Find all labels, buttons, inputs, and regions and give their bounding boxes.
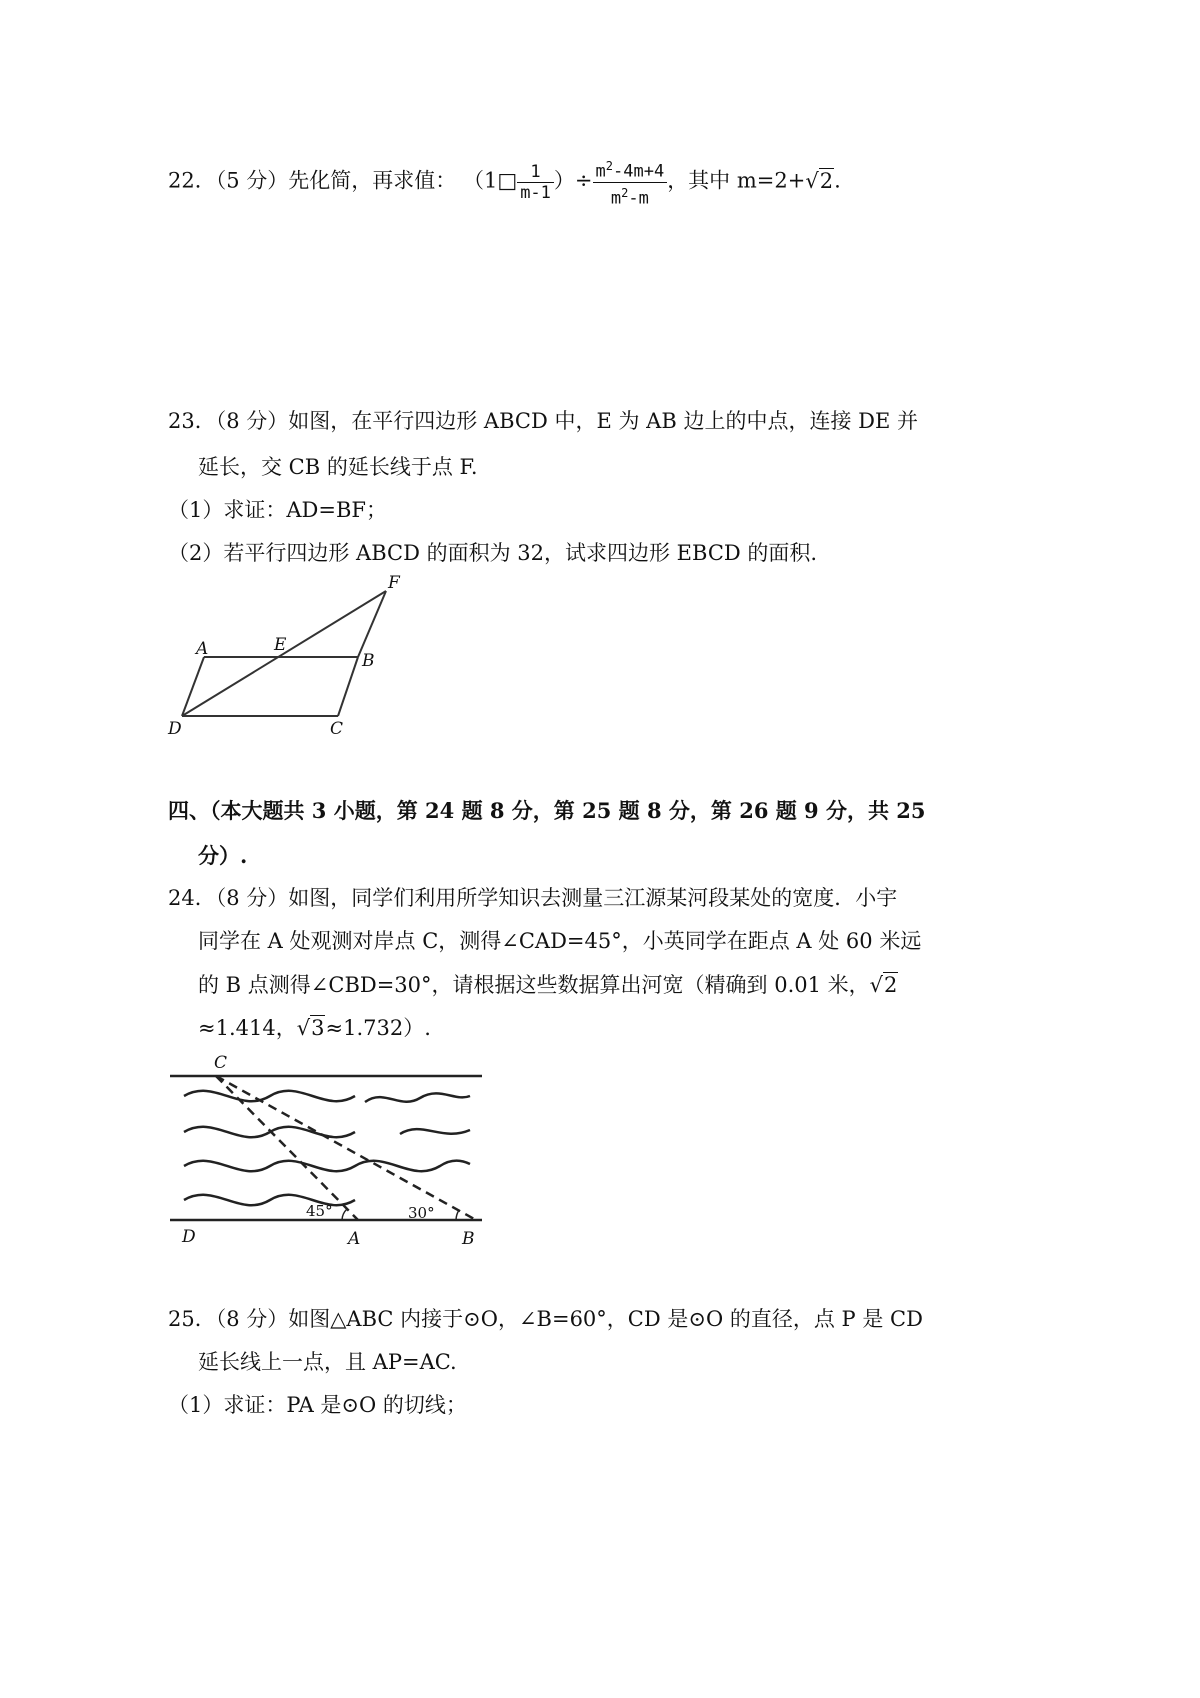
fig23-side-bc: [338, 657, 358, 716]
fig23-label-f: F: [388, 573, 400, 593]
q22-frac2-den-b: -m: [628, 188, 649, 209]
q25-line2: 延长线上一点，且 AP=AC.: [198, 1350, 457, 1374]
q23-parallelogram-figure: [160, 570, 420, 745]
q22-frac2-num-b: -4m+4: [613, 161, 665, 182]
fig24-label-c: C: [214, 1053, 228, 1073]
fig23-label-d: D: [168, 719, 182, 739]
fig24-wave-1b: [365, 1093, 470, 1102]
fig23-label-e: E: [274, 635, 287, 655]
fig24-wave-1: [184, 1091, 355, 1101]
fig24-angle-arc-45: [342, 1209, 347, 1220]
fig23-side-ad: [182, 657, 204, 716]
section4-heading-line2: 分）.: [198, 843, 248, 868]
fig24-angle-arc-30: [456, 1210, 459, 1220]
q24-line1: 24．（8 分）如图，同学们利用所学知识去测量三江源某河段某处的宽度．小宇: [168, 886, 898, 910]
q24-line4-text-b: ≈1.732）.: [325, 1016, 431, 1040]
q22-fraction-1: [517, 162, 554, 203]
q22-tail-a: ，其中 m=2+: [667, 168, 806, 193]
q22-frac1-den: m-1: [520, 182, 551, 203]
q22-frac2-num: [593, 156, 668, 183]
q24-line4: [198, 1013, 431, 1043]
q22-frac2-den-sup: 2: [621, 185, 629, 200]
q22-expr-close: ）÷: [553, 168, 593, 193]
q22-prompt: 先化简，再求值：: [288, 168, 457, 193]
fig24-label-a: A: [348, 1229, 361, 1249]
q22-sqrt-radicand: 2: [819, 168, 834, 193]
q22-frac2-den-a: m: [610, 188, 622, 209]
q22-sqrt: √2: [805, 168, 834, 193]
fig23-line-bf: [358, 591, 386, 657]
section4-heading-line1: 四、（本大题共 3 小题，第 24 题 8 分，第 25 题 8 分，第 26 题 9 分，共 25: [168, 798, 926, 823]
fig24-label-b: B: [462, 1229, 475, 1249]
q24-river-figure: [160, 1050, 500, 1250]
q24-line4-text-a: ≈1.414，: [198, 1016, 297, 1040]
q25-line1: 25．（8 分）如图△ABC 内接于⊙O，∠B=60°，CD 是⊙O 的直径，点 P 是 CD: [168, 1307, 923, 1331]
q23-line1: 23．（8 分）如图，在平行四边形 ABCD 中，E 为 AB 边上的中点，连接 DE 并: [168, 409, 918, 433]
q25-part1: （1）求证：PA 是⊙O 的切线；: [168, 1393, 467, 1417]
q22-fraction-2: [593, 156, 668, 208]
q24-sqrt3-radicand: 3: [311, 1016, 325, 1040]
q22-expr-open: （1: [462, 168, 498, 193]
fig23-label-b: B: [362, 651, 375, 671]
fig24-dashed-ca: [216, 1076, 358, 1220]
fig24-angle-30: 30°: [408, 1204, 435, 1222]
fig24-wave-3: [184, 1161, 470, 1172]
q23-line2: 延长，交 CB 的延长线于点 F.: [198, 455, 478, 479]
q24-sqrt2: √2: [869, 973, 898, 997]
q24-sqrt2-radicand: 2: [884, 973, 898, 997]
q24-line3: [198, 970, 898, 1000]
q24-line2: 同学在 A 处观测对岸点 C，测得∠CAD=45°，小英同学在距点 A 处 60 米远: [198, 929, 922, 953]
q23-part1: （1）求证：AD=BF；: [168, 498, 387, 522]
q22-frac2-den: [593, 183, 668, 209]
q22-tail-b: .: [834, 168, 841, 193]
q24-line3-text: 的 B 点测得∠CBD=30°，请根据这些数据算出河宽（精确到 0.01 米，: [198, 973, 870, 997]
q22-box: □: [497, 168, 518, 193]
fig24-angle-45: 45°: [306, 1202, 333, 1220]
fig23-label-c: C: [330, 719, 344, 739]
q22-score: （5 分）: [215, 168, 289, 193]
q22-line: [168, 156, 841, 208]
q22-frac1-num: 1: [517, 162, 554, 183]
q24-sqrt3: √3: [296, 1016, 325, 1040]
fig24-label-d: D: [182, 1227, 196, 1247]
fig24-dashed-cb: [216, 1076, 476, 1220]
q22-frac2-num-sup: 2: [605, 159, 613, 173]
q22-frac2-num-a: m: [595, 161, 606, 182]
fig23-label-a: A: [196, 639, 209, 659]
fig24-wave-2b: [400, 1129, 470, 1134]
q23-part2: （2）若平行四边形 ABCD 的面积为 32，试求四边形 EBCD 的面积.: [168, 541, 818, 565]
q22-number: 22．: [168, 168, 216, 193]
